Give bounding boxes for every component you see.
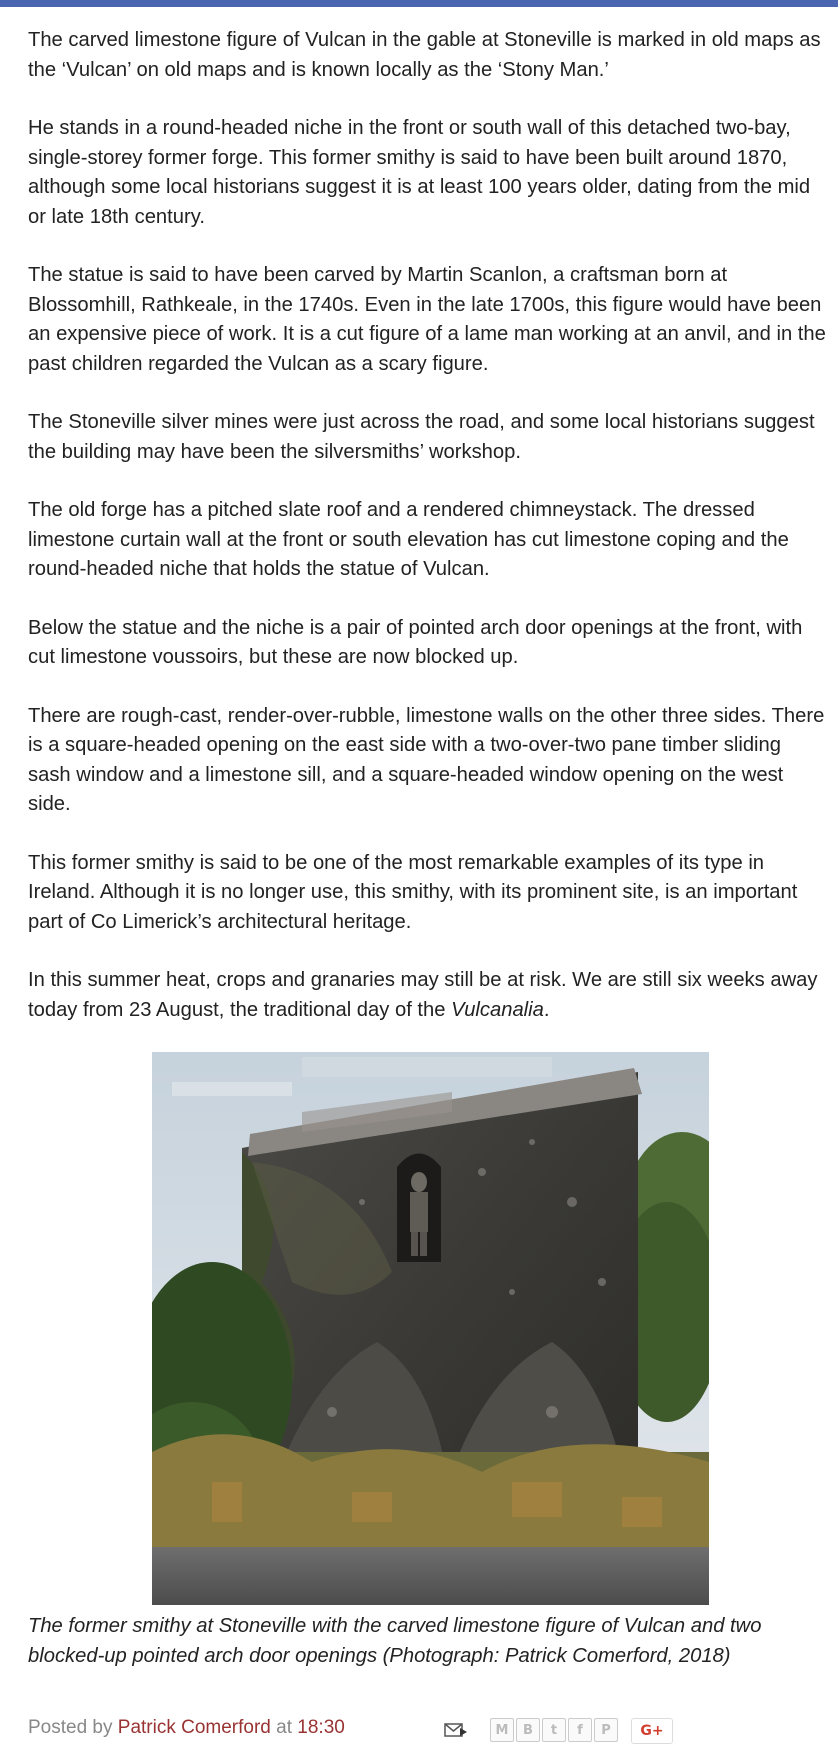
smithy-photo[interactable] bbox=[152, 1052, 709, 1605]
paragraph: He stands in a round-headed niche in the front or south wall of this detached two-bay, single-storey former forge. This former smithy is said to have been built around 1870, although some local historians suggest it is at least 100 years older, dating from the mid or late 18th century. bbox=[28, 117, 811, 228]
paragraph-end: . bbox=[543, 998, 550, 1021]
photo-caption: The former smithy at Stoneville with the carved limestone figure of Vulcan and two blocked-up pointed arch door openings (Photograph: Patrick Comerford, 2018) bbox=[28, 1615, 762, 1667]
author-link[interactable]: Patrick Comerford bbox=[117, 1717, 271, 1738]
paragraph: Below the statue and the niche is a pair of pointed arch door openings at the front, with cut limestone voussoirs, but these are now blocked up. bbox=[28, 616, 803, 668]
twitter-icon[interactable]: t bbox=[542, 1718, 566, 1742]
timestamp-link[interactable]: 18:30 bbox=[297, 1717, 345, 1738]
paragraph: The carved limestone figure of Vulcan in the gable at Stoneville is marked in old maps as the ‘Vulcan’ on old maps and is known locally as the ‘Stony Man.’ bbox=[28, 29, 821, 81]
paragraph: The old forge has a pitched slate roof and a rendered chimneystack. The dressed limestone curtain wall at the front or south elevation has cut limestone coping and the round-headed niche that holds the statue of Vulcan. bbox=[28, 499, 789, 580]
paragraph-last bbox=[28, 966, 828, 1025]
email-post-icon[interactable] bbox=[444, 1721, 468, 1745]
facebook-icon[interactable]: f bbox=[568, 1718, 592, 1742]
paragraph: The statue is said to have been carved by Martin Scanlon, a craftsman born at Blossomhill, Rathkeale, in the 1740s. Even in the late 1700s, this figure would have been an expensive piece of work. It is a cut figure of a lame man working at an anvil, and in the past children regarded the Vulcan as a scary figure. bbox=[28, 264, 826, 375]
posted-by-label: Posted by bbox=[28, 1717, 118, 1738]
paragraph: There are rough-cast, render-over-rubble, limestone walls on the other three sides. There is a square-headed opening on the east side with a two-over-two pane timber sliding sash window and a limestone sill, and a square-headed window opening on the west side. bbox=[28, 704, 825, 815]
google-plus-button[interactable]: G+ bbox=[631, 1718, 673, 1744]
post-body bbox=[28, 26, 828, 1054]
paragraph: This former smithy is said to be one of the most remarkable examples of its type in Ireland. Although it is no longer use, this smithy, with its prominent site, is an important part of Co Limerick’s architectural heritage. bbox=[28, 851, 798, 933]
paragraph-text: In this summer heat, crops and granaries may still be at risk. We are still six weeks away today from 23 August, the traditional day of the bbox=[28, 969, 818, 1021]
share-buttons bbox=[490, 1718, 620, 1742]
top-accent-bar bbox=[0, 0, 838, 7]
blogger-icon[interactable]: B bbox=[516, 1718, 540, 1742]
emphasis-vulcanalia: Vulcanalia bbox=[451, 998, 544, 1021]
at-label: at bbox=[270, 1717, 298, 1738]
pinterest-icon[interactable]: P bbox=[594, 1718, 618, 1742]
email-icon[interactable]: M bbox=[490, 1718, 514, 1742]
paragraph: The Stoneville silver mines were just across the road, and some local historians suggest the building may have been the silversmiths’ workshop. bbox=[28, 411, 815, 463]
post-footer bbox=[28, 1717, 828, 1747]
post-meta bbox=[28, 1717, 345, 1739]
